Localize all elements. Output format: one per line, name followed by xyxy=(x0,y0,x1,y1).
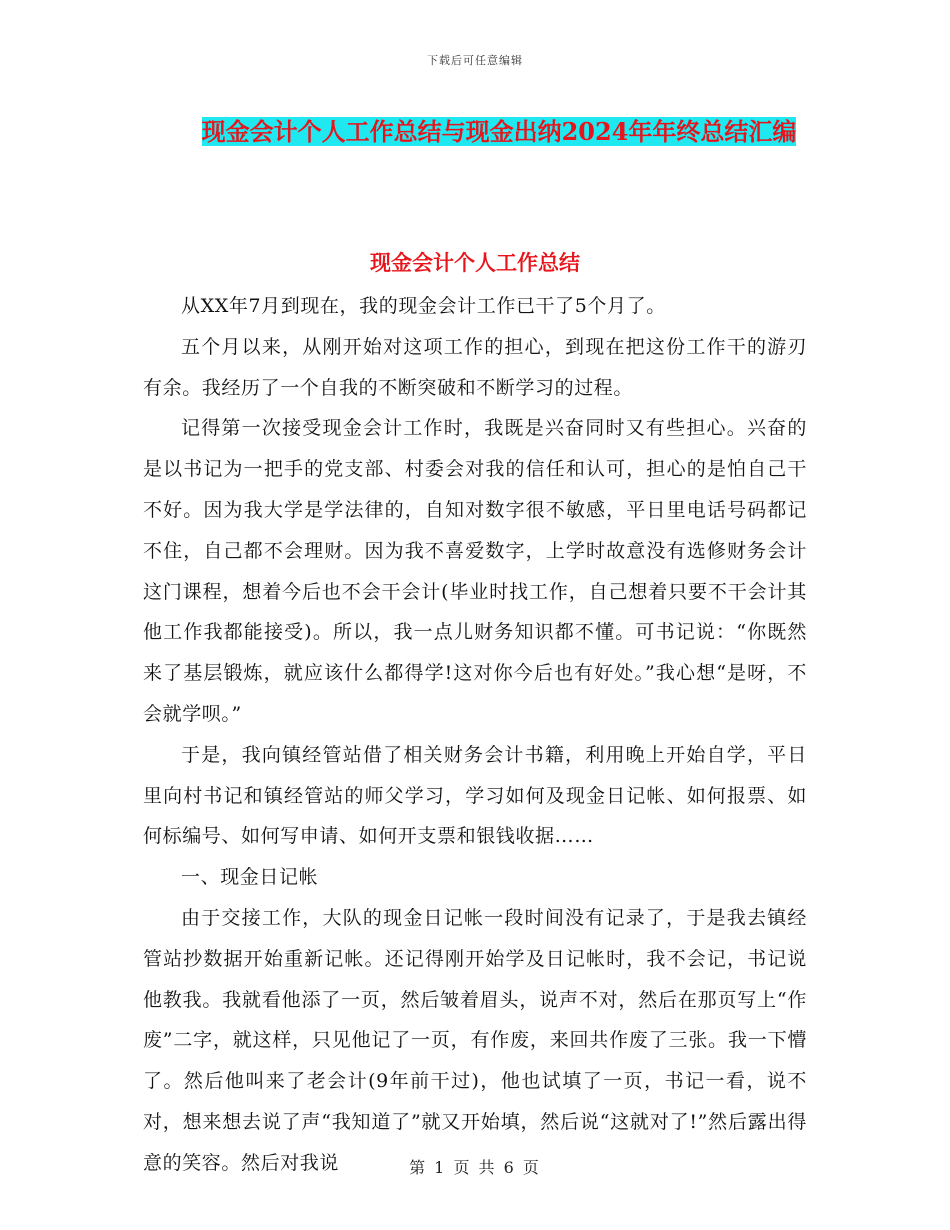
page-header-note: 下载后可任意编辑 xyxy=(427,54,523,67)
paragraph: 五个月以来，从刚开始对这项工作的担心，到现在把这份工作干的游刃有余。我经历了一个自我的不断突破和不断学习的过程。 xyxy=(143,335,807,399)
page-number: 第 1 页 共 6 页 xyxy=(409,1158,541,1177)
subsection-heading: 一、现金日记帐 xyxy=(181,866,319,889)
paragraph: 由于交接工作，大队的现金日记帐一段时间没有记录了，于是我去镇经管站抄数据开始重新记帐。还记得刚开始学及日记帐时，我不会记，书记说他教我。我就看他添了一页，然后皱着眉头，说声不对，然后在那页写上“作废”二字，就这样，只见他记了一页，有作废，来回共作废了三张。我一下懵了。然后他叫来了老会计(9年前干过)，他也试填了一页，书记一看，说不对，想来想去说了声“我知道了”就又开始填，然后说“这就对了!”然后露出得意的笑容。然后对我说 xyxy=(143,906,807,1174)
paragraph: 于是，我向镇经管站借了相关财务会计书籍，利用晚上开始自学，平日里向村书记和镇经管站的师父学习，学习如何及现金日记帐、如何报票、如何标编号、如何写申请、如何开支票和银钱收据…… xyxy=(143,743,807,848)
document-title-text: 现金会计个人工作总结与现金出纳2024年年终总结汇编 xyxy=(201,117,797,146)
paragraph: 记得第一次接受现金会计工作时，我既是兴奋同时又有些担心。兴奋的是以书记为一把手的党支部、村委会对我的信任和认可，担心的是怕自己干不好。因为我大学是学法律的，自知对数字很不敏感，平日里电话号码都记不住，自己都不会理财。因为我不喜爱数字，上学时故意没有选修财务会计这门课程，想着今后也不会干会计(毕业时找工作，自己想着只要不干会计其他工作我都能接受)。所以，我一点儿财务知识都不懂。可书记说：“你既然来了基层锻炼，就应该什么都得学!这对你今后也有好处。”我心想“是呀，不会就学呗。” xyxy=(143,417,807,725)
section-heading: 现金会计个人工作总结 xyxy=(370,250,580,275)
paragraph: 从XX年7月到现在，我的现金会计工作已干了5个月了。 xyxy=(181,295,666,317)
document-title xyxy=(188,110,810,154)
document-body xyxy=(143,286,807,1184)
